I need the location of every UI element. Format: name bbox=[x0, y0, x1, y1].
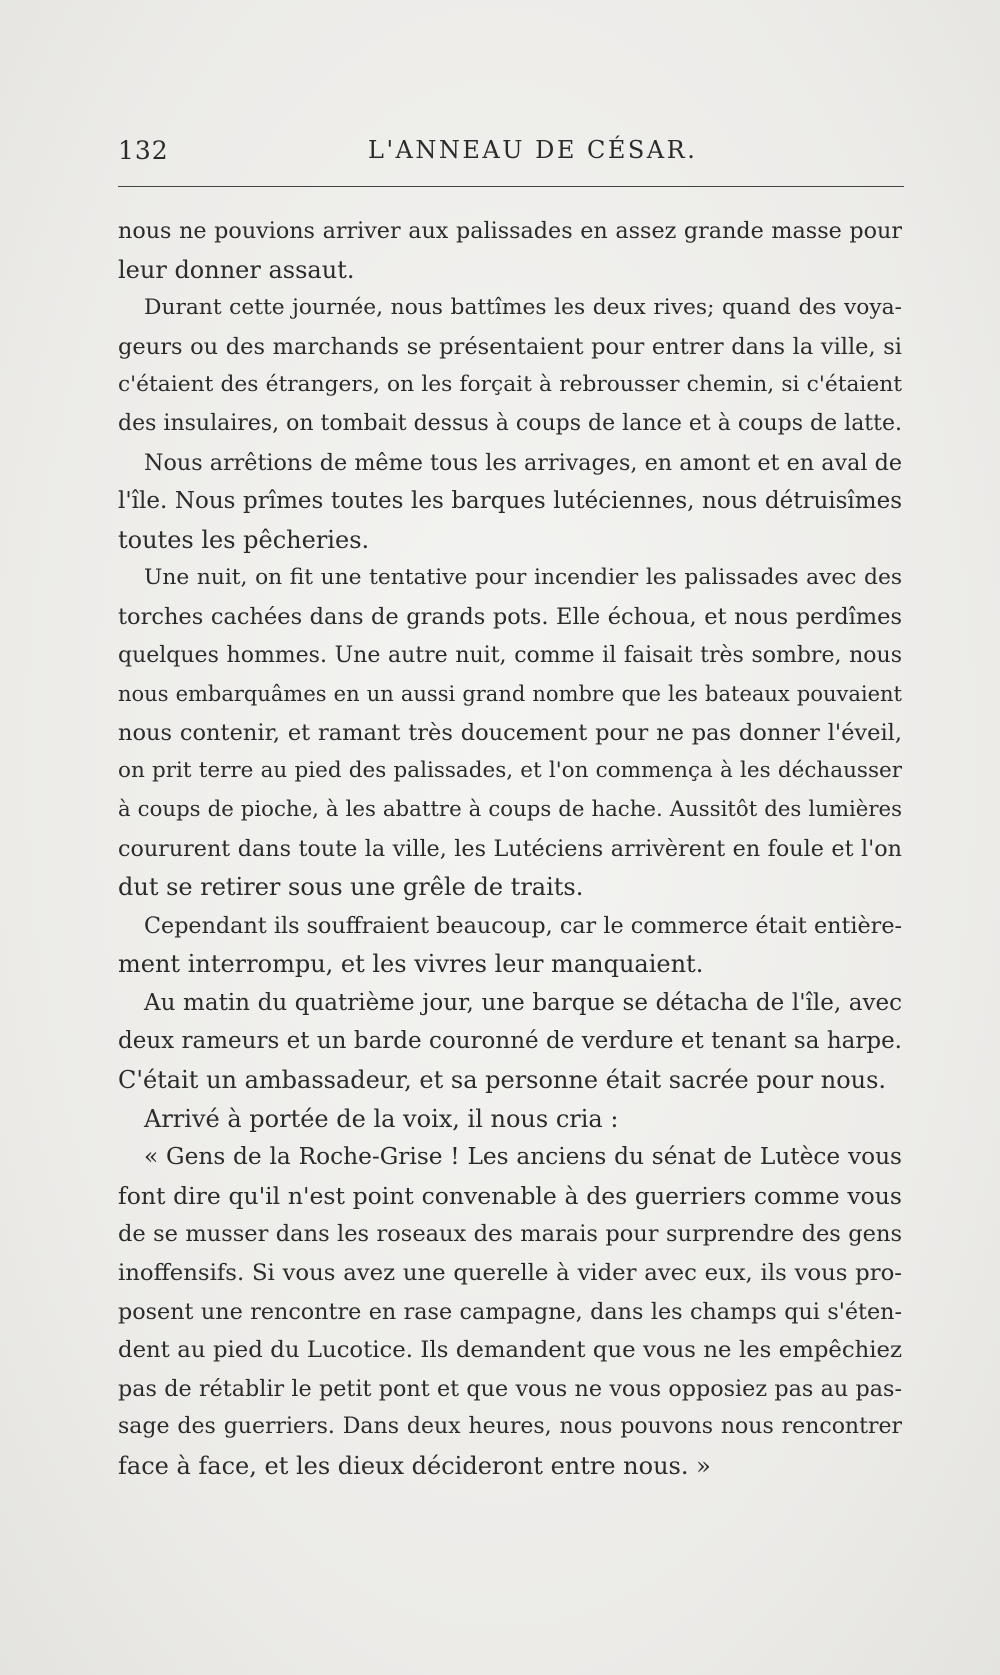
text-line: Au matin du quatrième jour, une barque se détacha de l'île, avec bbox=[144, 989, 902, 1016]
text-line: torches cachées dans de grands pots. Elle échoua, et nous perdîmes bbox=[118, 603, 902, 630]
text-line: nous ne pouvions arriver aux palissades en assez grande masse pour bbox=[118, 218, 902, 244]
text-line: à coups de pioche, à les abattre à coups de hache. Aussitôt des lumières bbox=[118, 796, 902, 822]
text-line: l'île. Nous prîmes toutes les barques lutéciennes, nous détruisîmes bbox=[118, 488, 902, 515]
text-line: C'était un ambassadeur, et sa personne était sacrée pour nous. bbox=[118, 1066, 887, 1095]
text-line: face à face, et les dieux décideront entre nous. » bbox=[118, 1452, 711, 1480]
text-line: coururent dans toute la ville, les Lutéciens arrivèrent en foule et l'on bbox=[118, 835, 902, 862]
text-line: inoffensifs. Si vous avez une querelle à vider avec eux, ils vous pro- bbox=[118, 1260, 902, 1287]
text-line: toutes les pêcheries. bbox=[118, 525, 370, 554]
text-line: quelques hommes. Une autre nuit, comme il faisait très sombre, nous bbox=[118, 642, 902, 668]
text-line: font dire qu'il n'est point convenable à des guerriers comme vous bbox=[118, 1181, 902, 1210]
text-line: nous contenir, et ramant très doucement pour ne pas donner l'éveil, bbox=[118, 719, 902, 746]
page-number: 132 bbox=[118, 136, 169, 165]
text-line: des insulaires, on tombait dessus à coups de lance et à coups de latte. bbox=[118, 410, 902, 436]
text-line: c'étaient des étrangers, on les forçait à rebrousser chemin, si c'étaient bbox=[118, 372, 902, 398]
text-line: dut se retirer sous une grêle de traits. bbox=[118, 873, 584, 902]
text-line: geurs ou des marchands se présentaient pour entrer dans la ville, si bbox=[118, 333, 902, 360]
text-line: nous embarquâmes en un aussi grand nombre que les bateaux pouvaient bbox=[118, 682, 902, 707]
running-title: L'ANNEAU DE CÉSAR. bbox=[368, 136, 698, 164]
text-line: Une nuit, on fit une tentative pour incendier les palissades avec des bbox=[144, 565, 902, 591]
text-line: deux rameurs et un barde couronné de verdure et tenant sa harpe. bbox=[118, 1028, 902, 1055]
text-line: de se musser dans les roseaux des marais pour surprendre des gens bbox=[118, 1221, 902, 1248]
text-line: Arrivé à portée de la voix, il nous cria : bbox=[144, 1104, 619, 1133]
text-line: pas de rétablir le petit pont et que vous ne vous opposiez pas au pas- bbox=[118, 1375, 902, 1402]
body-text bbox=[118, 212, 902, 1486]
running-head bbox=[118, 136, 903, 172]
text-line: posent une rencontre en rase campagne, dans les champs qui s'éten- bbox=[118, 1298, 902, 1325]
text-line: dent au pied du Lucotice. Ils demandent que vous ne les empêchiez bbox=[118, 1337, 902, 1364]
text-line: leur donner assaut. bbox=[118, 255, 355, 284]
text-line: Durant cette journée, nous battîmes les deux rives; quand des voya- bbox=[144, 295, 902, 321]
text-line: Cependant ils souffraient beaucoup, car le commerce était entière- bbox=[144, 912, 902, 939]
text-line: on prit terre au pied des palissades, et l'on commença à les déchausser bbox=[118, 758, 902, 784]
text-line: ment interrompu, et les vivres leur manquaient. bbox=[118, 950, 704, 979]
header-rule bbox=[118, 186, 904, 187]
text-line: Nous arrêtions de même tous les arrivages, en amont et en aval de bbox=[144, 449, 902, 476]
text-line: sage des guerriers. Dans deux heures, nous pouvons nous rencontrer bbox=[118, 1414, 902, 1440]
text-line: « Gens de la Roche-Grise ! Les anciens du sénat de Lutèce vous bbox=[144, 1143, 902, 1171]
